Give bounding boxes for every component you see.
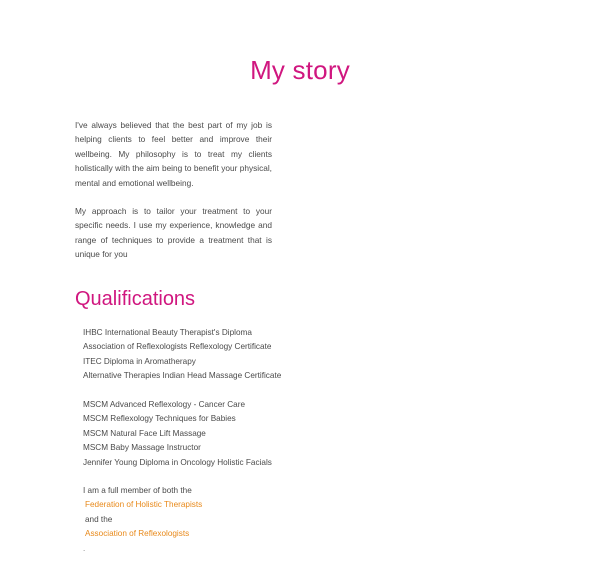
membership-trailing-dot: . <box>83 543 86 553</box>
qualification-item: Alternative Therapies Indian Head Massage Certificate <box>83 371 282 381</box>
story-paragraph-2: My approach is to tailor your treatment to your specific needs. I use my experience, knowledge and range of techniques to provide a treatment that is unique for you <box>75 206 272 260</box>
qualification-item: MSCM Reflexology Techniques for Babies <box>83 414 236 424</box>
membership-intro: I am a full member of both the <box>83 486 192 495</box>
qualification-item: MSCM Baby Massage Instructor <box>83 443 201 453</box>
story-title: My story <box>250 55 350 85</box>
qualification-item: MSCM Natural Face Lift Massage <box>83 428 206 438</box>
association-reflexologists-link[interactable]: Association of Reflexologists <box>85 529 190 539</box>
qualification-item: MSCM Advanced Reflexology - Cancer Care <box>83 400 245 409</box>
qualifications-list-1 <box>83 326 281 384</box>
story-paragraph-1: I've always believed that the best part of my job is helping clients to feel better and improve their wellbeing. My philosophy is to treat my clients holistically with the aim being to benefit your physical, mental and emotional wellbeing. <box>75 120 272 188</box>
qualification-item: ITEC Diploma in Aromatherapy <box>83 356 196 366</box>
qualifications-list-2 <box>83 398 272 470</box>
qualifications-title: Qualifications <box>75 288 196 310</box>
qualification-item: Association of Reflexologists Reflexology Certificate <box>83 342 272 352</box>
qualification-item: Jennifer Young Diploma in Oncology Holistic Facials <box>83 457 272 467</box>
membership-conjunction: and the <box>85 514 113 524</box>
federation-holistic-therapists-link[interactable]: Federation of Holistic Therapists <box>85 500 203 510</box>
qualification-item: IHBC International Beauty Therapist's Diploma <box>83 328 252 337</box>
membership-block <box>83 484 202 556</box>
